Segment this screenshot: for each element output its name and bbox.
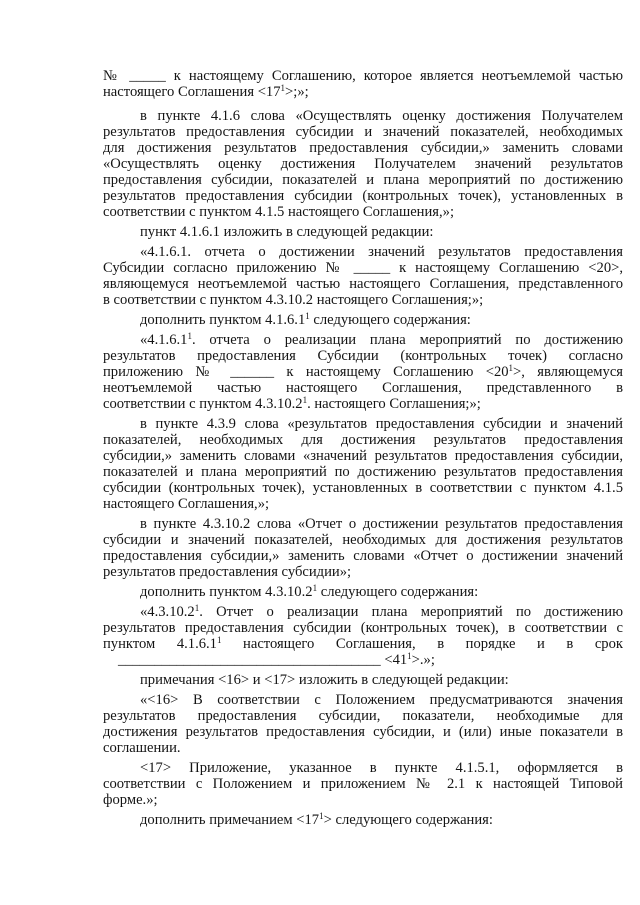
- text-line: дополнить пунктом 4.3.10.2$^1$ следующего содержания:: [140, 583, 479, 600]
- text-line: № _____ к настоящему Соглашению, которое является неотъемлемой частью: [103, 68, 623, 84]
- text-line: предоставления субсидии,» заменить словами «Отчет о достижении значений: [103, 548, 623, 564]
- text-line: предоставления субсидии, показателей и плана мероприятий по достижению: [103, 172, 623, 188]
- text-line: «4.1.6.1$^1$. отчета о реализации плана мероприятий по достижению: [140, 331, 623, 348]
- text-line: результатов предоставления субсидии»;: [103, 564, 352, 580]
- text-line: соответствии с Положением и приложением № 2.1 к настоящей Типовой: [103, 776, 623, 792]
- text-line: дополнить пунктом 4.1.6.1$^1$ следующего содержания:: [140, 311, 471, 328]
- text-line: результатов предоставления субсидии (контрольных точек), установленных в: [103, 188, 623, 204]
- text-line: показателей и плана мероприятий по достижению результатов предоставления: [103, 464, 623, 480]
- text-line: настоящего Соглашения $<17^1>$;»;: [103, 83, 309, 100]
- text-line: соответствии с пунктом 4.1.5 настоящего Соглашения,»;: [103, 204, 455, 220]
- text-line: «4.1.6.1. отчета о достижении значений результатов предоставления: [140, 244, 623, 260]
- text-line: примечания <16> и <17> изложить в следующей редакции:: [140, 672, 509, 688]
- text-line: являющемуся неотъемлемой частью настоящего Соглашения, представленного: [103, 276, 623, 292]
- text-line: «<16> В соответствии с Положением предусматриваются значения: [140, 692, 623, 708]
- text-line: для достижения результатов предоставления субсидии,» заменить словами: [103, 140, 623, 156]
- text-line: «Осуществлять оценку достижения Получателем значений результатов: [103, 156, 623, 172]
- text-line: в пункте 4.3.9 слова «результатов предоставления субсидии и значений: [140, 416, 623, 432]
- text-line: пунктом 4.1.6.1$^1$ настоящего Соглашения, в порядке и в срок: [103, 635, 623, 652]
- text-line: субсидии и значений показателей, необходимых для достижения результатов: [103, 532, 623, 548]
- text-line: Субсидии согласно приложению № _____ к настоящему Соглашению <20>,: [103, 260, 623, 276]
- text-line: результатов предоставления субсидии, показатели, необходимые для: [103, 708, 623, 724]
- text-line: «4.3.10.2$^1$. Отчет о реализации плана мероприятий по достижению: [140, 603, 623, 620]
- text-line: неотъемлемой частью настоящего Соглашения, представленного в: [103, 380, 623, 396]
- text-line: в пункте 4.1.6 слова «Осуществлять оценку достижения Получателем: [140, 108, 623, 124]
- text-line: достижения результатов предоставления субсидии, и (или) иные показатели в: [103, 724, 623, 740]
- text-line: результатов предоставления Субсидии (контрольных точек) согласно: [103, 348, 623, 364]
- text-line: пункт 4.1.6.1 изложить в следующей редакции:: [140, 224, 434, 240]
- text-line: приложению № ______ к настоящему Соглашению $<20^1>$, являющемуся: [103, 363, 624, 380]
- text-line: настоящего Соглашения,»;: [103, 496, 270, 512]
- text-line: показателей, необходимых для достижения результатов предоставления: [103, 432, 623, 448]
- text-line: в пункте 4.3.10.2 слова «Отчет о достижении результатов предоставления: [140, 516, 623, 532]
- text-line: ____________________________________ $<41^1>$.»;: [118, 651, 435, 668]
- text-line: дополнить примечанием $<17^1>$ следующего содержания:: [140, 811, 493, 828]
- text-line: субсидии (контрольных точек), установленных в соответствии с пунктом 4.1.5: [103, 480, 623, 496]
- text-line: в соответствии с пунктом 4.3.10.2 настоящего Соглашения;»;: [103, 292, 484, 308]
- text-line: субсидии,» заменить словами «значений результатов предоставления субсидии,: [103, 448, 623, 464]
- text-line: форме.»;: [103, 792, 158, 808]
- text-line: результатов предоставления субсидии (контрольных точек), в соответствии с: [103, 620, 623, 636]
- text-line: соответствии с пунктом 4.3.10.2$^1$. настоящего Соглашения;»;: [103, 395, 481, 412]
- text-line: <17> Приложение, указанное в пункте 4.1.5.1, оформляется в: [140, 760, 623, 776]
- text-line: соглашении.: [103, 740, 181, 756]
- text-line: результатов предоставления субсидии и значений показателей, необходимых: [103, 124, 623, 140]
